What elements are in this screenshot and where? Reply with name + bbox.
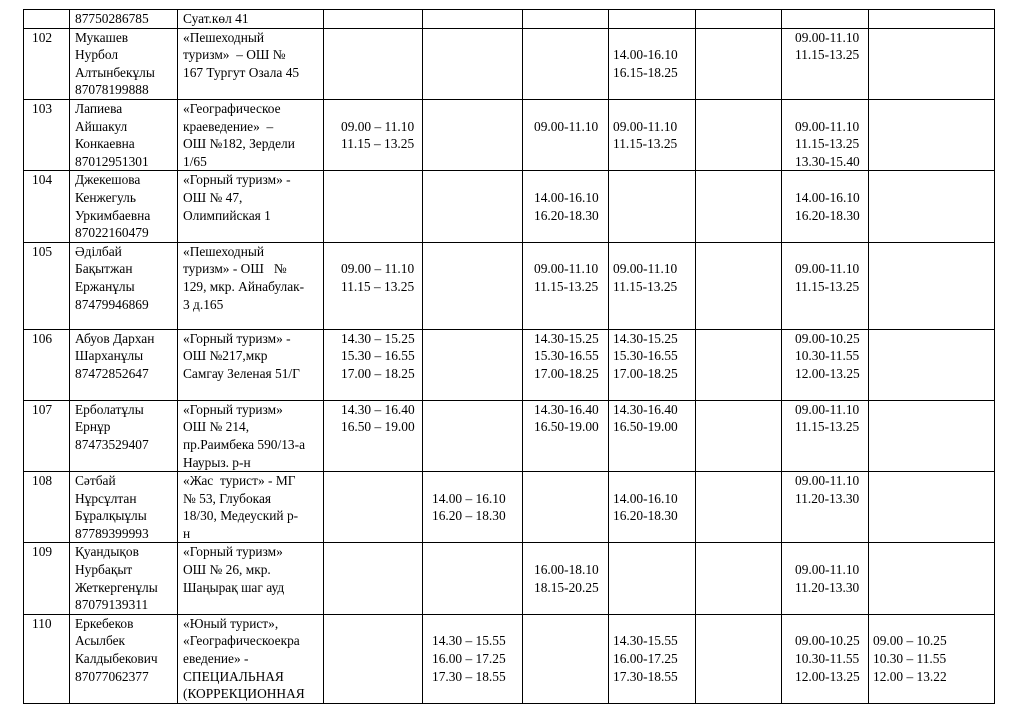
cell-col8 xyxy=(782,472,869,543)
cell-text-program: Суат.көл 41 xyxy=(183,11,249,26)
cell-num xyxy=(24,242,70,329)
cell-text-col8: 14.00-16.10 16.20-18.30 xyxy=(795,189,860,223)
cell-num xyxy=(24,99,70,170)
cell-num xyxy=(24,329,70,400)
cell-text-program: «Горный туризм» ОШ № 214, пр.Раимбека 590/13-а Науpыз. р-н xyxy=(183,401,306,470)
cell-text-num: 102 xyxy=(32,29,53,45)
cell-col9 xyxy=(869,472,995,543)
cell-col7 xyxy=(696,543,782,614)
cell-col8 xyxy=(782,329,869,400)
cell-col3 xyxy=(324,472,423,543)
cell-program xyxy=(178,28,324,99)
cell-col4 xyxy=(423,171,523,242)
cell-col5 xyxy=(523,99,609,170)
cell-col4 xyxy=(423,614,523,703)
table-row xyxy=(24,543,995,614)
cell-col9 xyxy=(869,242,995,329)
cell-col4 xyxy=(423,28,523,99)
cell-text-col8: 09.00-10.25 10.30-11.55 12.00-13.25 xyxy=(795,633,860,684)
cell-col5 xyxy=(523,472,609,543)
cell-text-name: Еркебеков Асылбек Калдыбекович 87077062377 xyxy=(75,615,158,684)
cell-col6 xyxy=(609,28,696,99)
cell-col7 xyxy=(696,329,782,400)
cell-col3 xyxy=(324,400,423,471)
cell-text-num: 104 xyxy=(32,172,53,188)
cell-col3 xyxy=(324,10,423,29)
cell-col4 xyxy=(423,543,523,614)
cell-name xyxy=(70,472,178,543)
cell-text-col6: 09.00-11.10 11.15-13.25 xyxy=(613,261,678,294)
cell-text-col6: 14.30-15.55 16.00-17.25 17.30-18.55 xyxy=(613,633,678,684)
cell-num xyxy=(24,614,70,703)
cell-program xyxy=(178,10,324,29)
cell-col7 xyxy=(696,28,782,99)
cell-col9 xyxy=(869,614,995,703)
cell-text-num: 108 xyxy=(32,473,53,489)
table-row xyxy=(24,614,995,703)
cell-text-col6: 14.30-16.40 16.50-19.00 xyxy=(613,401,678,435)
cell-text-col5: 09.00-11.10 11.15-13.25 xyxy=(534,261,599,294)
cell-num xyxy=(24,472,70,543)
cell-col8 xyxy=(782,400,869,471)
cell-col5 xyxy=(523,242,609,329)
cell-text-col5: 16.00-18.10 18.15-20.25 xyxy=(534,562,599,595)
cell-text-col4: 14.30 – 15.55 16.00 – 17.25 17.30 – 18.55 xyxy=(432,633,506,684)
cell-name xyxy=(70,10,178,29)
cell-col7 xyxy=(696,614,782,703)
cell-text-program: «Горный туризм» - ОШ № 47, Олимпийская 1 xyxy=(183,172,291,223)
cell-col4 xyxy=(423,472,523,543)
cell-col7 xyxy=(696,242,782,329)
cell-text-col8: 09.00-11.10 11.20-13.30 xyxy=(795,562,860,595)
cell-col9 xyxy=(869,99,995,170)
cell-text-col4: 14.00 – 16.10 16.20 – 18.30 xyxy=(432,490,506,524)
cell-col4 xyxy=(423,329,523,400)
table-row xyxy=(24,10,995,29)
cell-text-col6: 14.00-16.10 16.15-18.25 xyxy=(613,47,678,80)
cell-text-col3: 09.00 – 11.10 11.15 – 13.25 xyxy=(341,118,415,152)
cell-text-col8: 09.00-10.25 10.30-11.55 12.00-13.25 xyxy=(795,330,860,381)
cell-col8 xyxy=(782,614,869,703)
cell-program xyxy=(178,329,324,400)
cell-col6 xyxy=(609,171,696,242)
cell-name xyxy=(70,242,178,329)
cell-text-col8: 09.00-11.10 11.20-13.30 xyxy=(795,473,860,506)
cell-text-col8: 09.00-11.10 11.15-13.25 xyxy=(795,29,860,63)
cell-text-program: «Географическое краеведение» – ОШ №182, Зердели 1/65 xyxy=(183,100,295,169)
cell-col3 xyxy=(324,543,423,614)
cell-program xyxy=(178,543,324,614)
cell-text-col5: 14.30-15.25 15.30-16.55 17.00-18.25 xyxy=(534,330,599,381)
cell-text-num: 107 xyxy=(32,401,53,417)
cell-col6 xyxy=(609,99,696,170)
cell-col7 xyxy=(696,10,782,29)
cell-name xyxy=(70,614,178,703)
cell-text-program: «Горный туризм» - ОШ №217,мкр Самгау Зеленая 51/Г xyxy=(183,330,300,381)
cell-col9 xyxy=(869,543,995,614)
cell-col9 xyxy=(869,400,995,471)
cell-text-col6: 09.00-11.10 11.15-13.25 xyxy=(613,118,678,152)
cell-text-col9: 09.00 – 10.25 10.30 – 11.55 12.00 – 13.22 xyxy=(873,633,947,684)
cell-text-name: Абуов Дархан Шарханұлы 87472852647 xyxy=(75,330,155,381)
cell-col6 xyxy=(609,472,696,543)
cell-col6 xyxy=(609,329,696,400)
cell-text-program: «Жас турист» - МГ № 53, Глубокая 18/30, Медеуский р- н xyxy=(183,473,299,541)
cell-col5 xyxy=(523,543,609,614)
cell-num xyxy=(24,10,70,29)
cell-text-num: 109 xyxy=(32,544,53,560)
cell-col5 xyxy=(523,614,609,703)
cell-num xyxy=(24,400,70,471)
schedule-table xyxy=(23,9,995,704)
cell-text-num: 103 xyxy=(32,100,53,116)
cell-col4 xyxy=(423,99,523,170)
cell-text-col5: 14.30-16.40 16.50-19.00 xyxy=(534,401,599,435)
cell-col5 xyxy=(523,400,609,471)
cell-text-col8: 09.00-11.10 11.15-13.25 xyxy=(795,261,860,294)
cell-col8 xyxy=(782,171,869,242)
cell-col3 xyxy=(324,614,423,703)
cell-name xyxy=(70,543,178,614)
cell-col9 xyxy=(869,10,995,29)
cell-num xyxy=(24,543,70,614)
cell-text-name: 87750286785 xyxy=(75,11,149,26)
cell-col3 xyxy=(324,242,423,329)
cell-text-name: Әділбай Бақытжан Ержанұлы 87479946869 xyxy=(75,243,149,312)
cell-col5 xyxy=(523,10,609,29)
cell-col5 xyxy=(523,28,609,99)
cell-program xyxy=(178,242,324,329)
cell-col9 xyxy=(869,171,995,242)
cell-col6 xyxy=(609,400,696,471)
cell-text-num: 106 xyxy=(32,330,53,346)
cell-col4 xyxy=(423,400,523,471)
cell-name xyxy=(70,329,178,400)
cell-program xyxy=(178,614,324,703)
cell-col6 xyxy=(609,10,696,29)
cell-program xyxy=(178,171,324,242)
cell-text-col3: 09.00 – 11.10 11.15 – 13.25 xyxy=(341,261,415,294)
cell-num xyxy=(24,28,70,99)
cell-text-col5: 09.00-11.10 xyxy=(534,118,599,134)
cell-col4 xyxy=(423,242,523,329)
cell-col8 xyxy=(782,242,869,329)
cell-text-num: 105 xyxy=(32,243,53,259)
table-row xyxy=(24,28,995,99)
cell-name xyxy=(70,400,178,471)
cell-text-name: Лапиева Айшакул Конкаевна 87012951301 xyxy=(75,100,149,169)
cell-col3 xyxy=(324,329,423,400)
cell-text-name: Сәтбай Нұрсұлтан Бұралқыұлы 87789399993 xyxy=(75,473,149,541)
cell-col6 xyxy=(609,543,696,614)
cell-col8 xyxy=(782,543,869,614)
cell-col8 xyxy=(782,10,869,29)
cell-text-col8: 09.00-11.10 11.15-13.25 13.30-15.40 xyxy=(795,118,860,169)
cell-col6 xyxy=(609,242,696,329)
cell-program xyxy=(178,400,324,471)
cell-text-col8: 09.00-11.10 11.15-13.25 xyxy=(795,401,860,435)
cell-text-col6: 14.00-16.10 16.20-18.30 xyxy=(613,490,678,524)
cell-col7 xyxy=(696,400,782,471)
cell-col3 xyxy=(324,28,423,99)
table-row xyxy=(24,99,995,170)
cell-text-name: Қуандықов Нурбақыт Жеткергенұлы 87079139311 xyxy=(75,544,158,613)
cell-col4 xyxy=(423,10,523,29)
cell-col7 xyxy=(696,99,782,170)
cell-col8 xyxy=(782,28,869,99)
cell-col3 xyxy=(324,171,423,242)
cell-text-program: «Горный туризм» ОШ № 26, мкр. Шаңырақ шаг ауд xyxy=(183,544,285,595)
cell-program xyxy=(178,99,324,170)
cell-col3 xyxy=(324,99,423,170)
cell-text-col6: 14.30-15.25 15.30-16.55 17.00-18.25 xyxy=(613,330,678,381)
cell-text-name: Ерболатұлы Ернұр 87473529407 xyxy=(75,401,149,452)
cell-col9 xyxy=(869,329,995,400)
cell-col8 xyxy=(782,99,869,170)
table-row xyxy=(24,329,995,400)
cell-text-program: «Пешеходный туризм» - ОШ № 129, мкр. Айнабулак- 3 д.165 xyxy=(183,243,305,312)
cell-program xyxy=(178,472,324,543)
cell-text-col5: 14.00-16.10 16.20-18.30 xyxy=(534,189,599,223)
table-row xyxy=(24,400,995,471)
cell-text-name: Мукашев Нурбол Алтынбекұлы 87078199888 xyxy=(75,29,155,98)
cell-col5 xyxy=(523,171,609,242)
table-row xyxy=(24,472,995,543)
table-row xyxy=(24,242,995,329)
cell-col6 xyxy=(609,614,696,703)
cell-col9 xyxy=(869,28,995,99)
cell-text-col3: 14.30 – 15.25 15.30 – 16.55 17.00 – 18.25 xyxy=(341,330,415,381)
cell-text-col3: 14.30 – 16.40 16.50 – 19.00 xyxy=(341,401,415,435)
cell-text-program: «Юный турист», «Географическоекра еведение» - СПЕЦИАЛЬНАЯ (КОРРЕКЦИОННАЯ xyxy=(183,615,305,702)
cell-col7 xyxy=(696,472,782,543)
cell-col7 xyxy=(696,171,782,242)
cell-name xyxy=(70,171,178,242)
cell-text-program: «Пешеходный туризм» – ОШ № 167 Тургут Озала 45 xyxy=(183,29,300,80)
cell-name xyxy=(70,99,178,170)
cell-num xyxy=(24,171,70,242)
cell-name xyxy=(70,28,178,99)
cell-col5 xyxy=(523,329,609,400)
table-row xyxy=(24,171,995,242)
cell-text-name: Джекешова Кенжегуль Уркимбаевна 87022160479 xyxy=(75,172,151,241)
cell-text-num: 110 xyxy=(32,615,52,631)
